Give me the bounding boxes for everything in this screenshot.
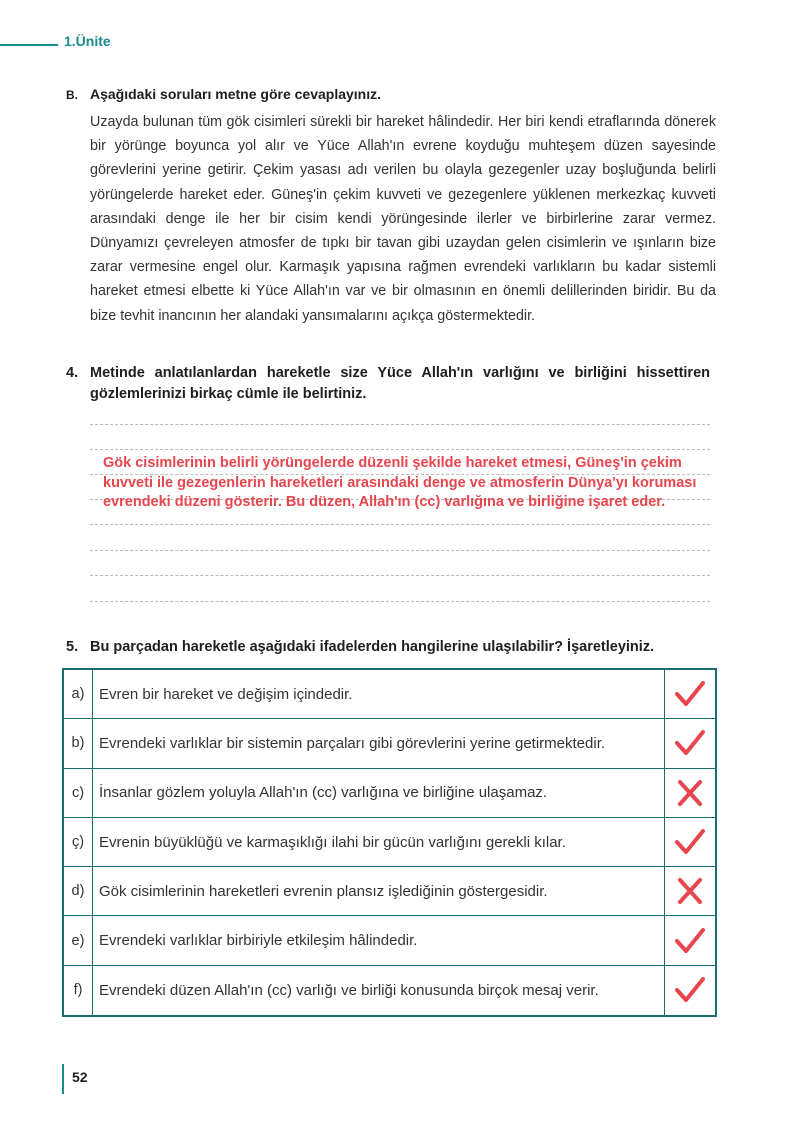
section-b-letter: B. (66, 88, 78, 102)
option-letter: d) (64, 867, 93, 915)
section-b-title: Aşağıdaki soruları metne göre cevaplayınız. (90, 86, 381, 102)
section-b-heading (66, 86, 716, 102)
question-5-number: 5. (66, 639, 79, 655)
answer-line (90, 524, 710, 525)
option-row-b (64, 719, 715, 768)
question-4-answer: Gök cisimlerinin belirli yörüngelerde düzenli şekilde hareket etmesi, Güneş'in çekim kuvveti ile gezegenlerin hareketleri arasındaki denge ve atmosferin Dünya'yı koruması evrendeki düzeni gösterir. Bu düzen, Allah'ın (cc) varlığına ve birliğine işaret eder. (103, 455, 697, 510)
unit-divider-line (0, 44, 58, 46)
check-icon (673, 679, 707, 709)
option-text: Gök cisimlerinin hareketleri evrenin plansız işlediğinin göstergesidir. (93, 867, 665, 915)
option-row-e (64, 916, 715, 965)
option-mark-box[interactable] (665, 867, 715, 915)
option-text: Evrendeki varlıklar birbiriyle etkileşim hâlindedir. (93, 916, 665, 964)
answer-line (90, 424, 710, 425)
answer-line (90, 575, 710, 576)
question-5 (66, 639, 726, 655)
question-4-number: 4. (66, 365, 79, 381)
unit-label: 1.Ünite (64, 33, 111, 49)
page-number-bar (62, 1064, 64, 1094)
option-row-a (64, 670, 715, 719)
option-letter: a) (64, 670, 93, 718)
cross-icon (673, 778, 707, 808)
check-icon (673, 728, 707, 758)
option-mark-box[interactable] (665, 818, 715, 866)
reading-passage: Uzayda bulunan tüm gök cisimleri sürekli bir hareket hâlindedir. Her biri kendi etraflarında dönerek bir yörünge boyunca yol alır ve Yüce Allah'ın evrene koyduğu muhteşem düzen sayesinde görevlerini yerine getirir. Çekim yasası adı verilen bu olayla gezegenler uzay boşluğunda belirli yörüngelerde hareket eder. Güneş'in çekim kuvveti ve gezegenlere yüklenen merkezkaç kuvveti arasındaki denge ile her bir cisim kendi yörüngesinde ilerler ve birbirlerine zarar vermez. Dünyamızı çevreleyen atmosfer de tıpkı bir tavan gibi uzaydan gelen cisimlerin ve ışınların bize zarar vermesine engel olur. Karmaşık yapısına rağmen evrendeki varlıkların bu kadar sistemli hareket etmesi elbette ki Yüce Allah'ın var ve bir olmasının en önemli delillerinden biridir. Bu da bize tevhit inancının her alandaki yansımalarını açıkça göstermektedir. (90, 114, 716, 324)
option-letter: c) (64, 769, 93, 817)
option-text: Evrenin büyüklüğü ve karmaşıklığı ilahi bir gücün varlığını gerekli kılar. (93, 818, 665, 866)
option-mark-box[interactable] (665, 769, 715, 817)
option-text: İnsanlar gözlem yoluyla Allah'ın (cc) varlığına ve birliğine ulaşamaz. (93, 769, 665, 817)
option-letter: ç) (64, 818, 93, 866)
check-icon (673, 827, 707, 857)
section-b (66, 86, 716, 328)
option-row-d (64, 867, 715, 916)
option-text: Evrendeki düzen Allah'ın (cc) varlığı ve birliği konusunda birçok mesaj verir. (93, 966, 665, 1015)
option-mark-box[interactable] (665, 916, 715, 964)
option-letter: f) (64, 966, 93, 1015)
options-table (62, 668, 717, 1017)
check-icon (673, 926, 707, 956)
option-mark-box[interactable] (665, 719, 715, 767)
check-icon (673, 975, 707, 1005)
option-row-f (64, 966, 715, 1015)
answer-line (90, 550, 710, 551)
answer-line (90, 449, 710, 450)
option-mark-box[interactable] (665, 670, 715, 718)
option-mark-box[interactable] (665, 966, 715, 1015)
page-number: 52 (72, 1069, 88, 1085)
option-letter: b) (64, 719, 93, 767)
question-5-text: Bu parçadan hareketle aşağıdaki ifadelerden hangilerine ulaşılabilir? İşaretleyiniz. (90, 639, 655, 655)
option-row-cc (64, 818, 715, 867)
option-text: Evrendeki varlıklar bir sistemin parçaları gibi görevlerini yerine getirmektedir. (93, 719, 665, 767)
question-4 (66, 363, 714, 405)
cross-icon (673, 876, 707, 906)
question-4-text: Metinde anlatılanlardan hareketle size Yüce Allah'ın varlığını ve birliğini hissettiren gözlemlerinizi birkaç cümle ile belirtiniz. (90, 365, 710, 402)
option-letter: e) (64, 916, 93, 964)
option-row-c (64, 769, 715, 818)
answer-line (90, 601, 710, 602)
option-text: Evren bir hareket ve değişim içindedir. (93, 670, 665, 718)
